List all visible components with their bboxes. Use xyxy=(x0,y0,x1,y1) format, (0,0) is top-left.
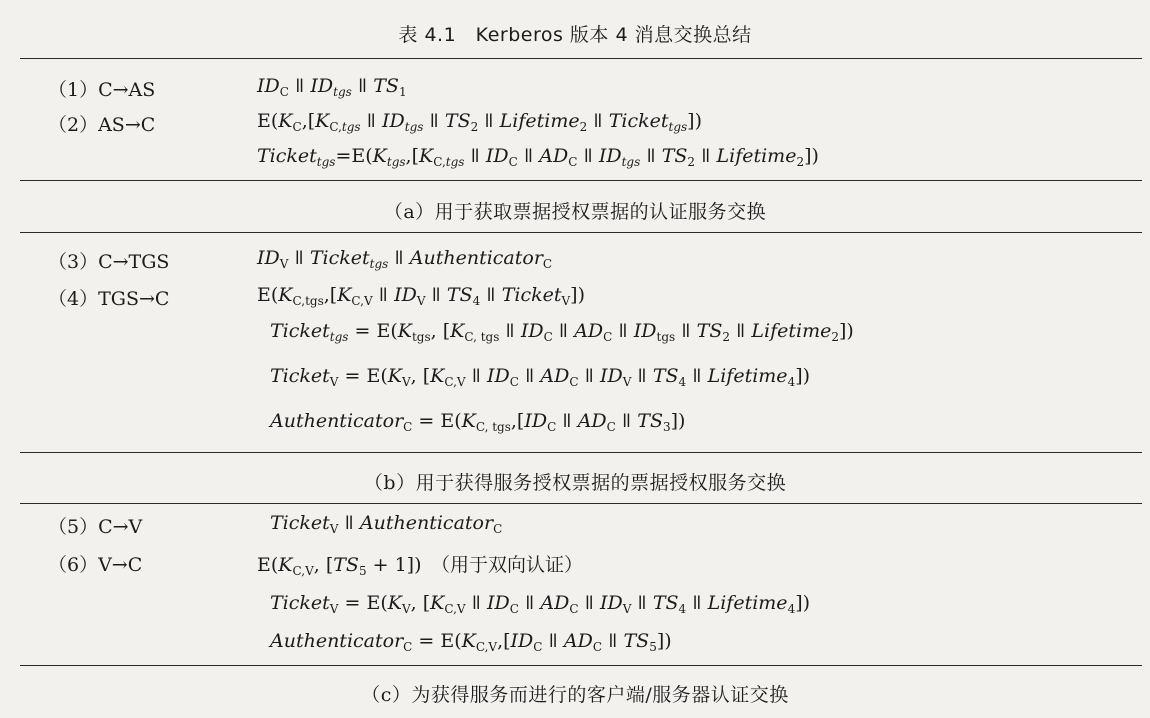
section-c-caption: （c）为获得服务而进行的客户端/服务器认证交换 xyxy=(361,684,789,706)
formula-3: $ID_V$ ǁ Ticket$_{tgs}$ ǁ Authenticator$_C$ xyxy=(257,247,553,271)
step-label-1: （1）C→AS xyxy=(48,79,156,101)
step-label-4: （4）TGS→C xyxy=(48,288,170,310)
section-c-rule xyxy=(20,665,1142,666)
section-b-top-rule xyxy=(20,232,1142,233)
mutual-auth-note: （用于双向认证） xyxy=(440,554,584,576)
formula-6: $E(K_{C,V}$, $[TS_5 + 1]$) （用于双向认证） xyxy=(257,554,584,578)
formula-authenticator-b: Authenticator$_C$ = $E(K_{C, tgs},[ID_C$ ǁ $AD_C$ ǁ $TS_3$]) xyxy=(270,410,686,434)
step-label-3: （3）C→TGS xyxy=(48,251,170,273)
formula-4: $E(K_{C,tgs},[K_{C,V}$ ǁ $ID_V$ ǁ $TS_4$ ǁ Ticket$_V$]) xyxy=(257,284,585,308)
section-b-caption: （b）用于获得服务授权票据的票据授权服务交换 xyxy=(363,472,787,494)
table-title: 表 4.1 Kerberos 版本 4 消息交换总结 xyxy=(398,24,752,46)
step-label-2: （2）AS→C xyxy=(48,114,156,136)
step-label-6: （6）V→C xyxy=(48,554,143,576)
formula-ticket-v-b: Ticket$_V$ = $E(K_V$, [$K_{C,V}$ ǁ $ID_C$ ǁ $AD_C$ ǁ $ID_V$ ǁ $TS_4$ ǁ Lifetime$_4$]) xyxy=(270,365,811,389)
step-label-5: （5）C→V xyxy=(48,516,143,538)
top-rule xyxy=(20,58,1142,59)
section-a-rule xyxy=(20,180,1142,181)
formula-authenticator-c: Authenticator$_C$ = $E(K_{C,V},[ID_C$ ǁ $AD_C$ ǁ $TS_5$]) xyxy=(270,630,672,654)
section-a-caption: （a）用于获取票据授权票据的认证服务交换 xyxy=(383,201,767,223)
section-b-rule xyxy=(20,452,1142,453)
formula-ticket-tgs-b: Ticket$_{tgs}$ = $E(K_{tgs}$, [$K_{C, tgs}$ ǁ $ID_C$ ǁ $AD_C$ ǁ $ID_{tgs}$ ǁ $TS_2$ ǁ Lifetime$_2$]) xyxy=(270,320,854,344)
formula-1: $ID_C$ ǁ $ID_{tgs}$ ǁ $TS_1$ xyxy=(257,75,407,99)
formula-5: Ticket$_V$ ǁ Authenticator$_C$ xyxy=(270,512,503,536)
formula-ticket-v-c: Ticket$_V$ = $E(K_V$, [$K_{C,V}$ ǁ $ID_C$ ǁ $AD_C$ ǁ $ID_V$ ǁ $TS_4$ ǁ Lifetime$_4$]) xyxy=(270,592,811,616)
formula-2: $E(K_C,[K_{C,tgs}$ ǁ $ID_{tgs}$ ǁ $TS_2$ ǁ Lifetime$_2$ ǁ Ticket$_{tgs}$]) xyxy=(257,110,702,134)
section-c-top-rule xyxy=(20,503,1142,504)
formula-ticket-tgs-a: $Ticket_{tgs}=E(K_{tgs},[K_{C,tgs}$ ǁ $ID_C$ ǁ $AD_C$ ǁ $ID_{tgs}$ ǁ $TS_2$ ǁ Lifetime$_2$]) xyxy=(257,145,819,169)
